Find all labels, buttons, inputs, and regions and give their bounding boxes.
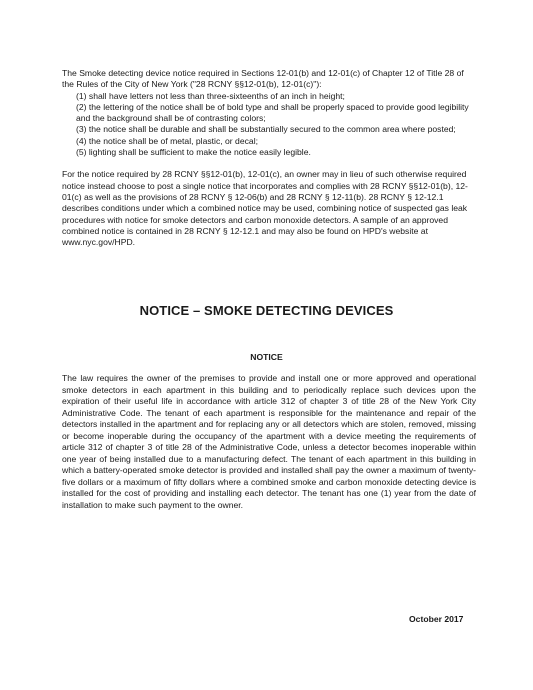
notice-title: NOTICE – SMOKE DETECTING DEVICES	[139, 303, 394, 318]
document-date: October 2017	[409, 614, 464, 624]
requirements-section	[62, 68, 476, 248]
requirement-item-5: (5) lighting shall be sufficient to make the notice easily legible.	[76, 147, 311, 158]
notice-body: The law requires the owner of the premises to provide and install one or more approved and operational smoke detectors in each apartment in this building and to periodically replace such devices upon the expiration of their useful life in accordance with article 312 of chapter 3 of title 28 of the New York City Administrative Code. The tenant of each apartment is responsible for the maintenance and repair of the detectors installed in the apartment and for replacing any or all detectors which are stolen, removed, missing or become inoperable during the occupancy of the apartment with a device meeting the requirements of article 312 of chapter 3 of title 28 of the Administrative Code, unless a detector becomes inoperable within one year of being installed due to a manufacturing defect. The tenant of each apartment in this building in which a battery-operated smoke detector is provided and installed shall pay the owner a maximum of twenty-five dollars or a maximum of fifty dollars where a combined smoke and carbon monoxide detecting device is installed for the cost of providing and installing each detector. The tenant has one (1) year from the date of installation to make such payment to the owner.	[62, 373, 476, 510]
requirement-item-4: (4) the notice shall be of metal, plastic, or decal;	[76, 135, 258, 146]
requirement-item-3: (3) the notice shall be durable and shall be substantially secured to the common area where posted;	[76, 124, 456, 135]
notice-heading: NOTICE	[250, 352, 283, 362]
requirement-item-2: (2) the lettering of the notice shall be of bold type and shall be properly spaced to provide good legibility and the background shall be of contrasting colors;	[76, 101, 469, 124]
intro-paragraph: The Smoke detecting device notice required in Sections 12-01(b) and 12-01(c) of Chapter 12 of Title 28 of the Rules of the City of New York ("28 RCNY §§12-01(b), 12-01(c)"):	[62, 68, 464, 90]
requirement-item-1: (1) shall have letters not less than three-sixteenths of an inch in height;	[76, 90, 345, 101]
combined-notice-paragraph: For the notice required by 28 RCNY §§12-01(b), 12-01(c), an owner may in lieu of such otherwise required notice instead choose to post a single notice that incorporates and complies with 28 RCNY §§12-01(b), 12-01(c) as well as the provisions of 28 RCNY § 12-06(b) and 28 RCNY § 12-11(b). 28 RCNY § 12-12.1 describes conditions under which a combined notice may be used, combining notice of suspected gas leak procedures with notice for smoke detectors and carbon monoxide detectors. A sample of an approved combined notice is contained in 28 RCNY § 12-12.1 and may also be found on HPD's website at www.nyc.gov/HPD.	[62, 169, 468, 248]
